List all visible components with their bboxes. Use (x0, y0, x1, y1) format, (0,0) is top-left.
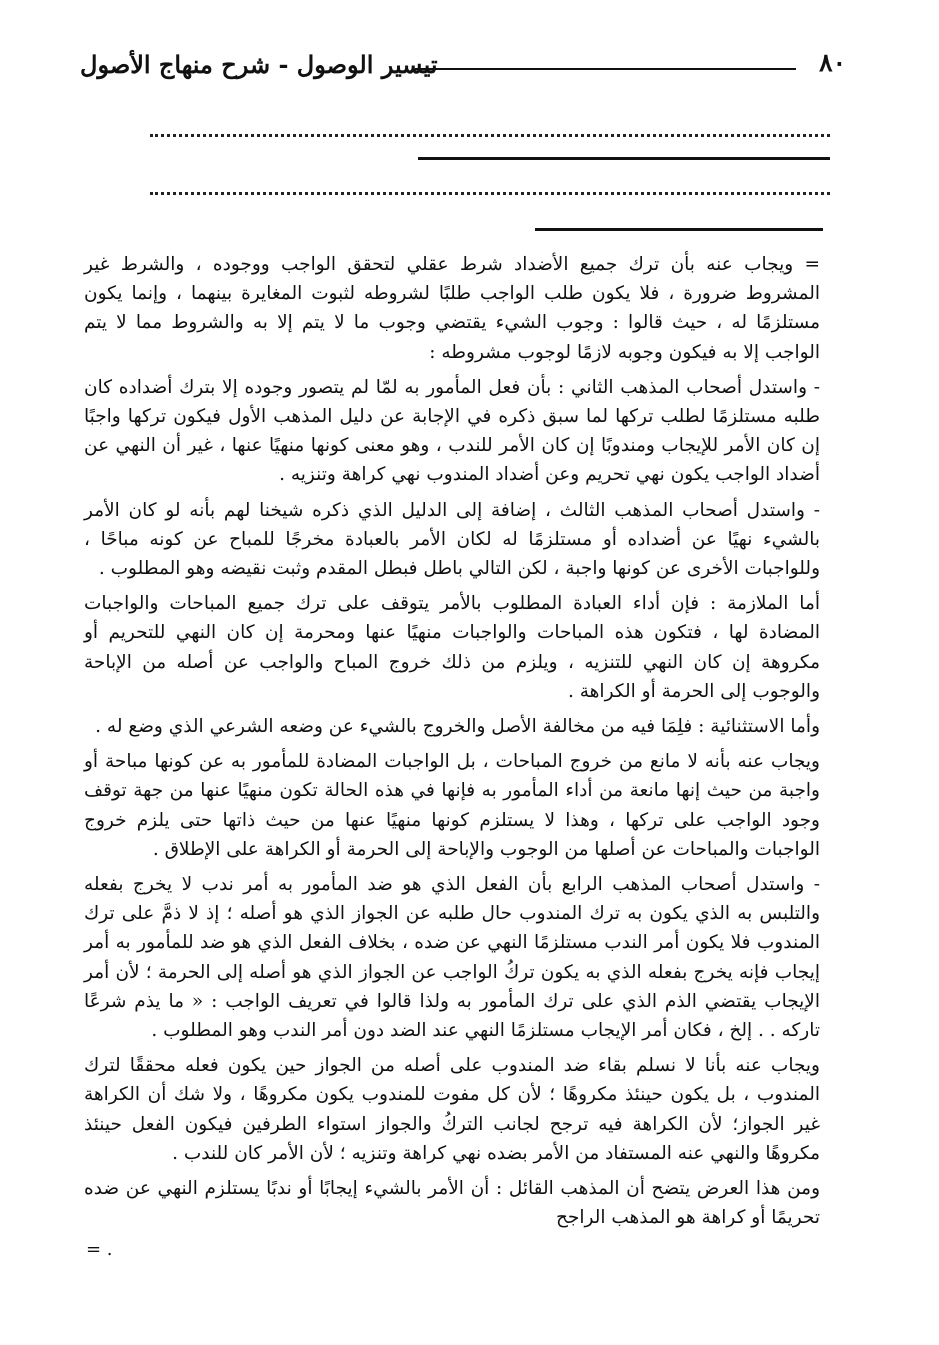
footnote-separator (535, 228, 823, 231)
paragraph: - واستدل أصحاب المذهب الثالث ، إضافة إلى الدليل الذي ذكره شيخنا لهم بأنه لو كان الأمر بالشيء نهيًا عن أضداده أو مستلزمًا له لكان الأمر بالعبادة مخرجًا للمباح عن كونه مباحًا ، وللواجبات الأخرى عن كونها واجبة ، لكن التالي باطل فبطل المقدم وثبت نقيضه وهو المطلوب . (84, 499, 820, 580)
page-number: ٨٠ (819, 48, 846, 77)
running-title: تيسير الوصول - شرح منهاج الأصول (80, 50, 438, 79)
paragraph: وأما الاستثنائية : فلِمَا فيه من مخالفة الأصل والخروج بالشيء عن وضعه الشرعي الذي وضع له . (95, 716, 820, 738)
footnote-body (84, 250, 820, 1233)
paragraph: أما الملازمة : فإن أداء العبادة المطلوب بالأمر يتوقف على ترك جميع المباحات والواجبات المضادة لها ، فتكون هذه المباحات والواجبات منهيًا عنها ومحرمة إن كان النهي للتحريم أو مكروهة إن كان النهي للتنزيه ، ويلزم من ذلك خروج المباح والواجب عن أصله من الإباحة والوجوب إلى الحرمة أو الكراهة . (84, 593, 820, 702)
paragraph: = ويجاب عنه بأن ترك جميع الأضداد شرط عقلي لتحقق الواجب ووجوده ، والشرط غير المشروط ضرورة ، فلا يكون طلب الواجب طلبًا لشروطه لثبوت المغايرة بينهما ، وإنما يكون مستلزمًا له ، حيث قالوا : وجوب الشيء يقتضي وجوب ما لا يتم إلا به والشروط مما لا يتم الواجب إلا به فيكون وجوبه لازمًا لوجوب مشروطه : (84, 254, 820, 363)
paragraph: ويجاب عنه بأنا لا نسلم بقاء ضد المندوب على أصله من الجواز حين يكون فعله محققًا لترك المندوب ، بل يكون حينئذ مكروهًا ؛ لأن كل مفوت للمندوب يكون مكروهًا ، ولا شك أن الكراهة غير الجواز؛ لأن الكراهة فيه ترجح لجانب التركُ والجواز استواء الطرفين فيكون الفعل حينئذ مكروهًا والنهي عنه المستفاد من الأمر بضده نهي كراهة وتنزيه ؛ لأن الأمر كان للندب . (84, 1055, 820, 1164)
continuation-mark: = . (86, 1239, 113, 1260)
paragraph: ويجاب عنه بأنه لا مانع من خروج المباحات ، بل الواجبات المضادة للمأمور به عن كونها مباحة أو واجبة من حيث إنها مانعة من أداء المأمور به فإنها في هذه الحالة تكون منهيًا عنها من جهة توقف وجود الواجب على تركها ، وهذا لا يستلزم كونها منهيًا عنها من حيث ذاتها حتى يلزم خروج الواجبات والمباحات عن أصلها من الوجوب والإباحة إلى الحرمة أو الكراهة على الإطلاق . (84, 751, 820, 860)
dotted-placeholder-line (150, 124, 830, 137)
paragraph: - واستدل أصحاب المذهب الثاني : بأن فعل المأمور به لمّا لم يتصور وجوده إلا بترك أضداده كان طلبه مستلزمًا لطلب تركها لما سبق ذكره في الإجابة عن دليل المذهب الأول فيكون تركها واجبًا إن كان الأمر للإيجاب ومندوبًا إن كان الأمر للندب ، وهو معنى كونها منهيًا عنها ، غير أن النهي عن أضداد الواجب يكون نهي تحريم وعن أضداد المندوب نهي كراهة وتنزيه . (84, 376, 820, 486)
paragraph: ومن هذا العرض يتضح أن المذهب القائل : أن الأمر بالشيء إيجابًا أو ندبًا يستلزم النهي عن ضده تحريمًا أو كراهة هو المذهب الراجح (84, 1178, 820, 1229)
dotted-placeholder-line (150, 182, 830, 195)
page-header (80, 48, 854, 92)
header-rule (415, 68, 796, 70)
rule-line (418, 157, 830, 160)
paragraph: - واستدل أصحاب المذهب الرابع بأن الفعل الذي هو ضد المأمور به أمر ندب لا يخرج بفعله والتلبس به الذي يكون به ترك المندوب حال طلبه عن الجواز الذي هو أصله ؛ إذ لا ذمَّ على ترك المندوب فلا يكون أمر الندب مستلزمًا النهي عن ضده ، بخلاف الفعل الذي هو ضد للمأمور به أمر إيجاب فإنه يخرج بفعله الذي به يكون تركُ الواجب عن الجواز الذي هو أصله إلى الحرمة ؛ لأن أمر الإيجاب يقتضي الذم الذي على ترك المأمور به ولذا قالوا في تعريف الواجب : « ما يذم شرعًا تاركه . . إلخ ، فكان أمر الإيجاب مستلزمًا النهي عند الضد دون أمر الندب وهو المطلوب . (84, 874, 820, 1042)
